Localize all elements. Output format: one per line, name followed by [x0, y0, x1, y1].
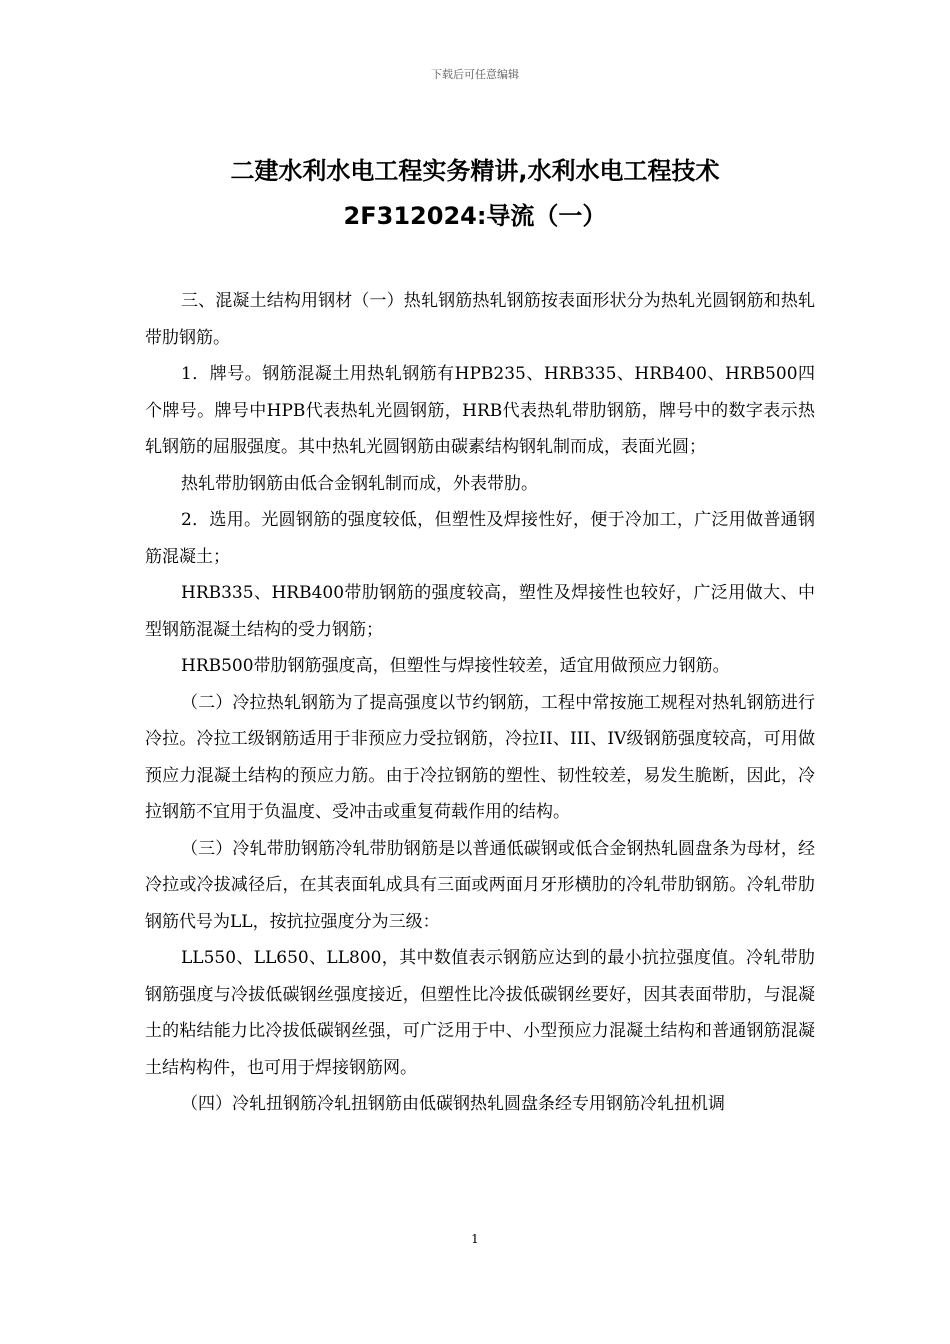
paragraph-5: HRB335、HRB400带肋钢筋的强度较高，塑性及焊接性也较好，广泛用做大、中型钢筋混凝土结构的受力钢筋；	[145, 583, 815, 640]
paragraph-4: 2．选用。光圆钢筋的强度较低，但塑性及焊接性好，便于冷加工，广泛用做普通钢筋混凝土；	[145, 510, 815, 567]
document-body	[145, 283, 815, 1123]
paragraph-6: HRB500带肋钢筋强度高，但塑性与焊接性较差，适宜用做预应力钢筋。	[181, 656, 730, 676]
paragraph-1: 三、混凝土结构用钢材（一）热轧钢筋热轧钢筋按表面形状分为热轧光圆钢筋和热轧带肋钢筋。	[145, 291, 815, 348]
document-title-line-1: 二建水利水电工程实务精讲,水利水电工程技术	[230, 157, 720, 185]
page-header: 下载后可任意编辑	[431, 68, 519, 81]
paragraph-7: （二）冷拉热轧钢筋为了提高强度以节约钢筋，工程中常按施工规程对热轧钢筋进行冷拉。冷拉工级钢筋适用于非预应力受拉钢筋，冷拉II、III、IV级钢筋强度较高，可用做预应力混凝土结构的预应力筋。由于冷拉钢筋的塑性、韧性较差，易发生脆断，因此，冷拉钢筋不宜用于负温度、受冲击或重复荷载作用的结构。	[145, 692, 815, 822]
document-title-line-2: 2F312024:导流（一）	[343, 202, 607, 230]
paragraph-10: （四）冷轧扭钢筋冷轧扭钢筋由低碳钢热轧圆盘条经专用钢筋冷轧扭机调	[181, 1094, 725, 1114]
paragraph-2: 1．牌号。钢筋混凝土用热轧钢筋有HPB235、HRB335、HRB400、HRB500四个牌号。牌号中HPB代表热轧光圆钢筋，HRB代表热轧带肋钢筋，牌号中的数字表示热轧钢筋的屈服强度。其中热轧光圆钢筋由碳素结构钢轧制而成，表面光圆；	[145, 364, 815, 457]
paragraph-3: 热轧带肋钢筋由低合金钢轧制而成，外表带肋。	[181, 473, 538, 494]
page-number: 1	[471, 1232, 479, 1246]
paragraph-9: LL550、LL650、LL800，其中数值表示钢筋应达到的最小抗拉强度值。冷轧带肋钢筋强度与冷拔低碳钢丝强度接近，但塑性比冷拔低碳钢丝要好，因其表面带肋，与混凝土的粘结能力比冷拔低碳钢丝强，可广泛用于中、小型预应力混凝土结构和普通钢筋混凝土结构构件，也可用于焊接钢筋网。	[145, 948, 815, 1078]
paragraph-8: （三）冷轧带肋钢筋冷轧带肋钢筋是以普通低碳钢或低合金钢热轧圆盘条为母材，经冷拉或冷拔减径后，在其表面轧成具有三面或两面月牙形横肋的冷轧带肋钢筋。冷轧带肋钢筋代号为LL，按抗拉强度分为三级：	[145, 838, 815, 932]
